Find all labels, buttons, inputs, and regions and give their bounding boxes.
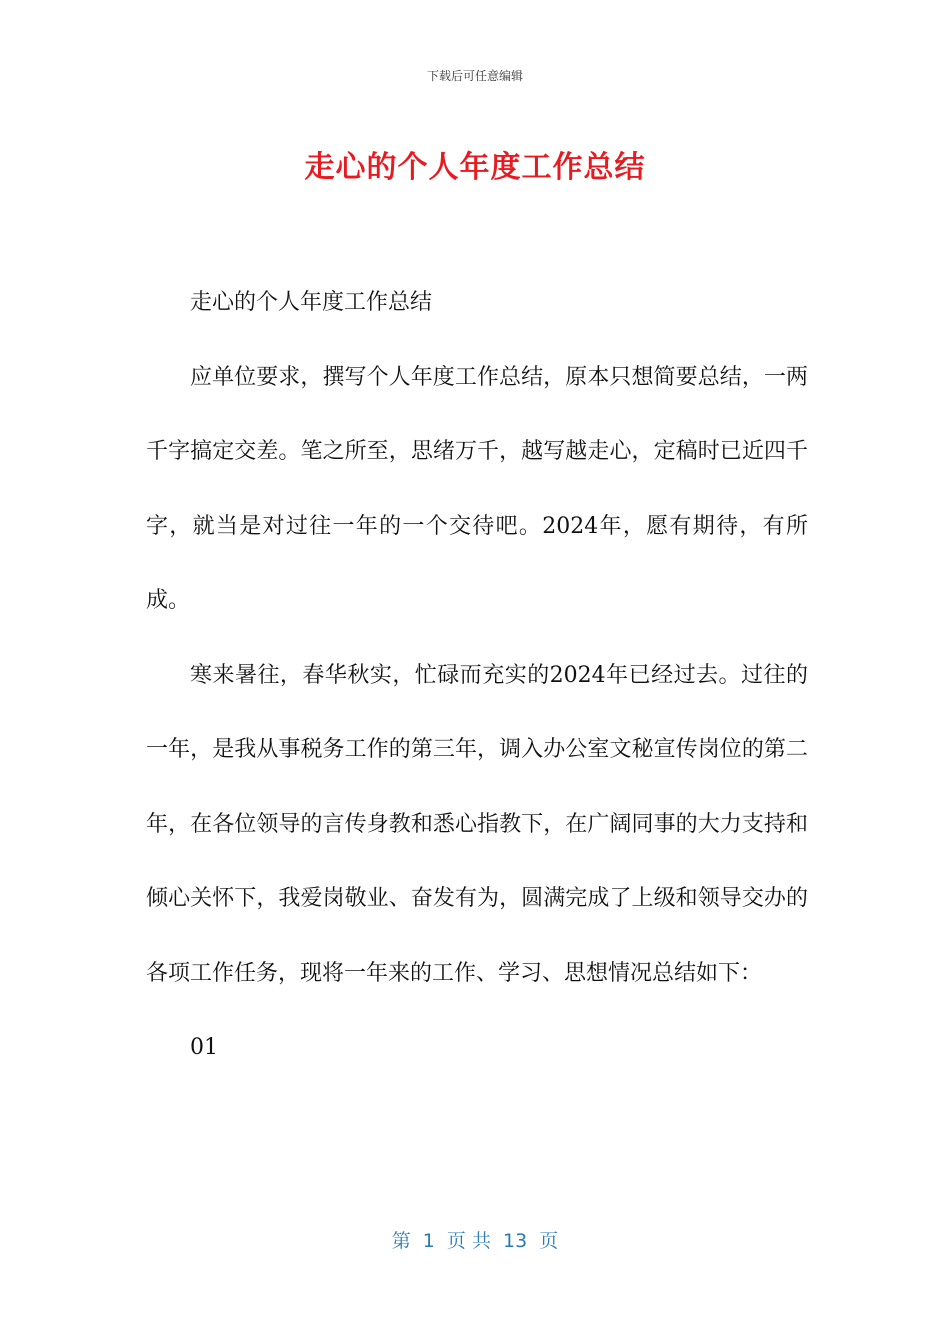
header-note: 下载后可任意编辑 xyxy=(426,69,523,83)
paragraph-subtitle: 走心的个人年度工作总结 xyxy=(190,290,433,315)
page-footer: 第 1 页 共 13 页 xyxy=(391,1230,559,1252)
document-body xyxy=(146,266,808,1086)
paragraph-intro: 应单位要求，撰写个人年度工作总结，原本只想简要总结，一两千字搞定交差。笔之所至，思绪万千，越写越走心，定稿时已近四千字，就当是对过往一年的一个交待吧。2024年，愿有期待，有所成。 xyxy=(146,364,808,613)
document-title: 走心的个人年度工作总结 xyxy=(304,150,646,185)
section-number: 01 xyxy=(190,1035,218,1060)
paragraph-summary: 寒来暑往，春华秋实，忙碌而充实的2024年已经过去。过往的一年，是我从事税务工作的第三年，调入办公室文秘宣传岗位的第二年，在各位领导的言传身教和悉心指教下，在广阔同事的大力支持和倾心关怀下，我爱岗敬业、奋发有为，圆满完成了上级和领导交办的各项工作任务，现将一年来的工作、学习、思想情况总结如下： xyxy=(146,662,808,986)
